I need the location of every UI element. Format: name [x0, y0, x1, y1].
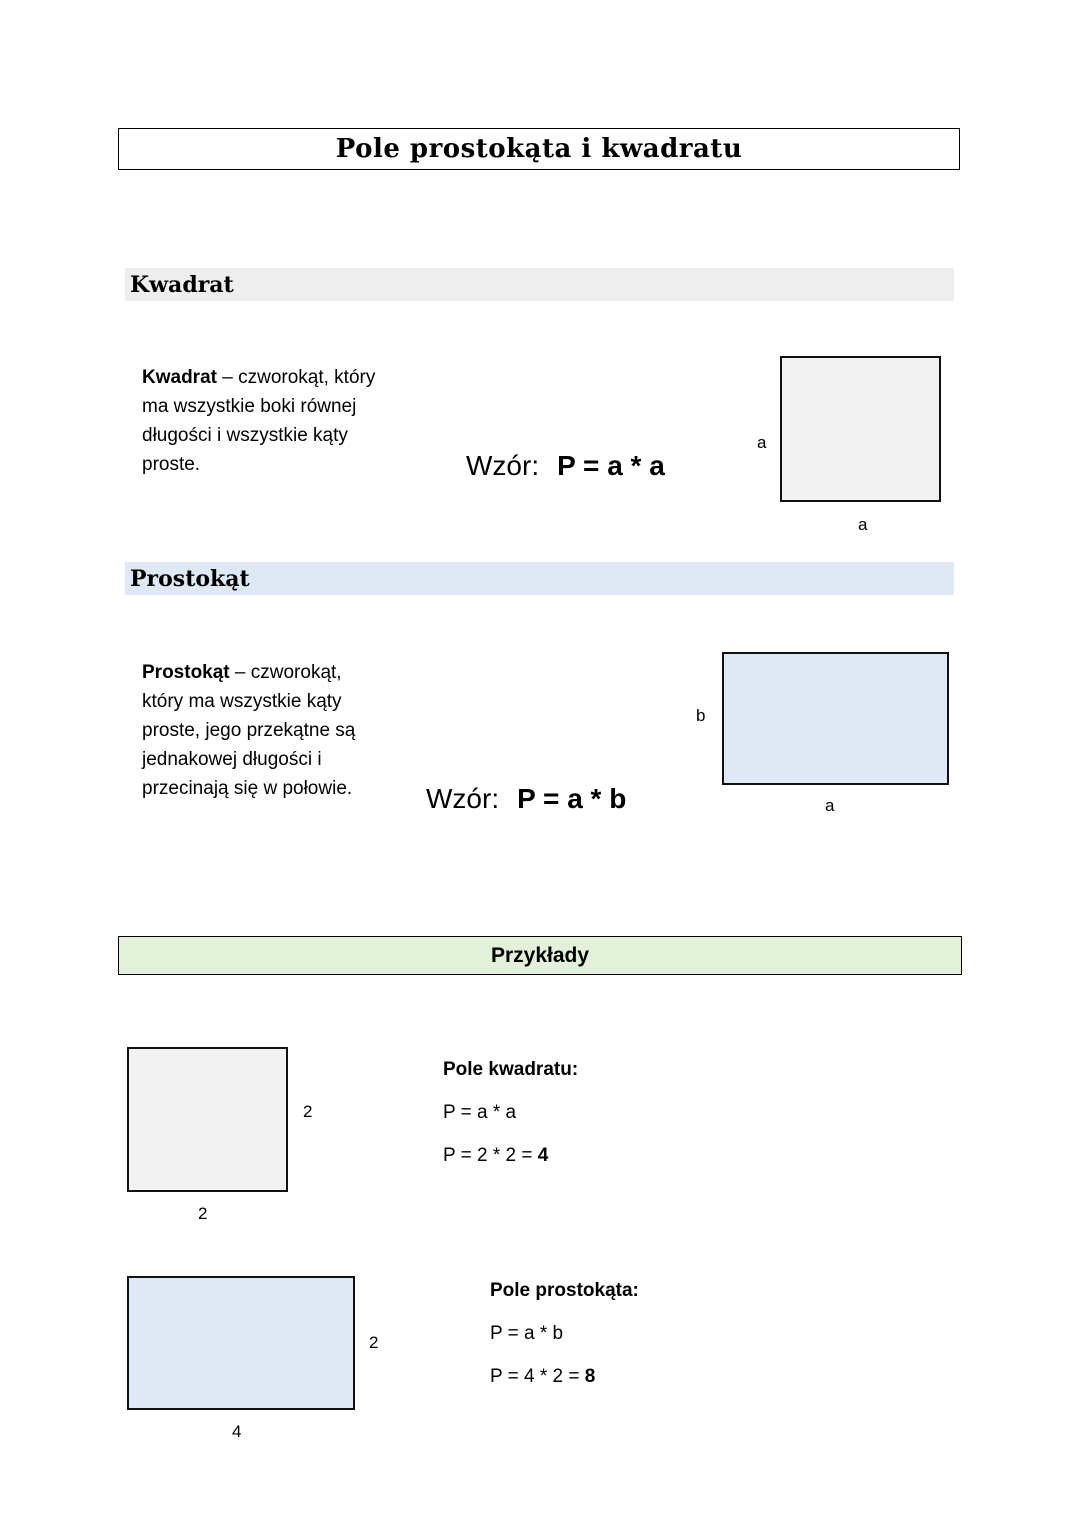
example-rectangle-calculation-text: P = 4 * 2 = [490, 1366, 585, 1387]
example-square-side-bottom-label: 2 [198, 1204, 208, 1223]
section-heading-square: Kwadrat [125, 268, 954, 301]
square-term: Kwadrat [142, 367, 217, 388]
square-formula-label: Wzór: [466, 450, 540, 481]
rectangle-diagram [722, 652, 949, 785]
rectangle-term: Prostokąt [142, 662, 230, 683]
square-formula-expression: P = a * a [557, 450, 665, 481]
example-square-side-right-label: 2 [303, 1102, 313, 1121]
rectangle-formula-label: Wzór: [426, 783, 500, 814]
rectangle-formula [426, 783, 626, 815]
rectangle-definition [142, 658, 382, 803]
square-definition [142, 363, 402, 479]
rectangle-side-left-label: b [696, 706, 706, 725]
example-square-formula: P = a * a [443, 1102, 517, 1123]
rectangle-definition-text: – czworokąt, który ma wszystkie kąty proste, jego przekątne są jednakowej długości i przecinają się w połowie. [142, 662, 356, 799]
example-rectangle-side-bottom-label: 4 [232, 1422, 242, 1441]
square-diagram [780, 356, 941, 502]
square-side-bottom-label: a [858, 515, 868, 534]
page-title: Pole prostokąta i kwadratu [118, 128, 960, 170]
example-rectangle-result: 8 [584, 1366, 596, 1387]
example-square-result: 4 [537, 1145, 549, 1166]
example-rectangle-formula: P = a * b [490, 1323, 564, 1344]
square-definition-text: – czworokąt, który ma wszystkie boki równej długości i wszystkie kąty proste. [142, 367, 376, 475]
examples-heading: Przykłady [118, 936, 962, 975]
rectangle-formula-expression: P = a * b [517, 783, 627, 814]
rectangle-side-bottom-label: a [825, 796, 835, 815]
square-side-left-label: a [757, 433, 767, 452]
example-square-title: Pole kwadratu: [443, 1059, 579, 1080]
example-square-diagram [127, 1047, 288, 1192]
example-rectangle-diagram [127, 1276, 355, 1410]
section-heading-rectangle: Prostokąt [125, 562, 954, 595]
example-rectangle-calculation [490, 1366, 595, 1388]
square-formula [466, 450, 665, 482]
example-rectangle-side-right-label: 2 [369, 1333, 379, 1352]
example-square-calculation-text: P = 2 * 2 = [443, 1145, 538, 1166]
example-rectangle-title: Pole prostokąta: [490, 1280, 639, 1301]
example-square-calculation [443, 1145, 548, 1167]
